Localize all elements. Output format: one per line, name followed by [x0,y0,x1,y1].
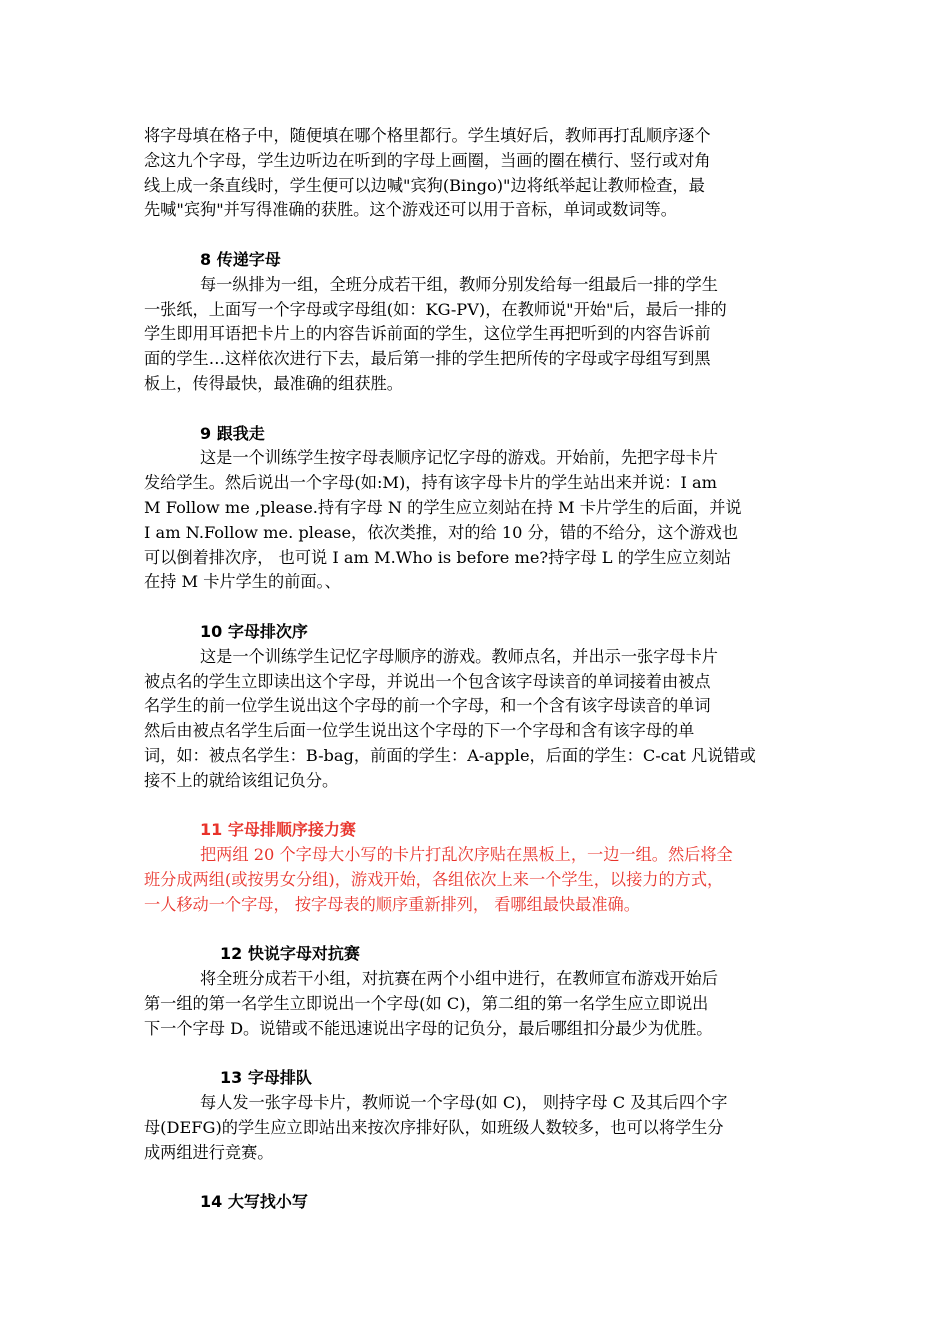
paragraph-line: 在持 M 卡片学生的前面。、 [144,572,341,592]
section-heading: 12 快说字母对抗赛 [220,944,360,964]
paragraph-line: M Follow me ,please.持有字母 N 的学生应立刻站在持 M 卡片学生的后面，并说 [144,497,742,517]
paragraph-line: 然后由被点名学生后面一位学生说出这个字母的下一个字母和含有该字母的单 [144,721,695,741]
section-heading: 9 跟我走 [200,423,265,443]
paragraph-line: 将全班分成若干小组，对抗赛在两个小组中进行，在教师宣布游戏开始后 [200,969,718,989]
paragraph-line: 母(DEFG)的学生应立即站出来按次序排好队，如班级人数较多，也可以将学生分 [144,1117,724,1137]
paragraph-line: I am N.Follow me. please，依次类推，对的给 10 分，错的不给分，这个游戏也 [144,522,739,542]
section-heading: 10 字母排次序 [200,621,308,641]
section-13 [144,1066,812,1165]
paragraph-line: 把两组 20 个字母大小写的卡片打乱次序贴在黑板上，一边一组。然后将全 [200,845,733,865]
section-9 [144,422,812,596]
paragraph-line: 成两组进行竞赛。 [144,1142,274,1162]
paragraph-line: 发给学生。然后说出一个字母(如:M)，持有该字母卡片的学生站出来并说：I am [144,473,718,493]
paragraph-line: 板上，传得最快，最准确的组获胜。 [144,373,403,393]
paragraph-line: 面的学生…这样依次进行下去，最后第一排的学生把所传的字母或字母组写到黑 [144,349,711,369]
section-14 [144,1190,812,1215]
paragraph-line: 学生即用耳语把卡片上的内容告诉前面的学生，这位学生再把听到的内容告诉前 [144,324,711,344]
paragraph-line: 第一组的第一名学生立即说出一个字母(如 C)，第二组的第一名学生应立即说出 [144,993,709,1013]
paragraph-line: 班分成两组(或按男女分组)，游戏开始，各组依次上来一个学生，以接力的方式， [144,869,724,889]
paragraph-line: 这是一个训练学生记忆字母顺序的游戏。教师点名，并出示一张字母卡片 [200,646,718,666]
paragraph-line: 线上成一条直线时，学生便可以边喊"宾狗(Bingo)"边将纸举起让教师检查，最 [144,175,705,195]
paragraph-line: 每人发一张字母卡片，教师说一个字母(如 C)， 则持字母 C 及其后四个字 [200,1093,728,1113]
paragraph-line: 每一纵排为一组，全班分成若干组，教师分别发给每一组最后一排的学生 [200,274,718,294]
intro-paragraph [144,124,812,223]
section-heading: 11 字母排顺序接力赛 [200,820,356,840]
document-page [144,124,812,1215]
section-10 [144,620,812,794]
paragraph-line: 被点名的学生立即读出这个字母，并说出一个包含该字母读音的单词接着由被点 [144,671,711,691]
paragraph-line: 可以倒着排次序， 也可说 I am M.Who is before me?持字母 L 的学生应立刻站 [144,547,732,567]
section-heading: 13 字母排队 [220,1068,312,1088]
paragraph-line: 名学生的前一位学生说出这个字母的前一个字母，和一个含有该字母读音的单词 [144,696,711,716]
section-11 [144,818,812,917]
paragraph-line: 接不上的就给该组记负分。 [144,770,339,790]
section-8 [144,248,812,397]
paragraph-line: 这是一个训练学生按字母表顺序记忆字母的游戏。开始前，先把字母卡片 [200,448,718,468]
paragraph-line: 念这九个字母，学生边听边在听到的字母上画圈，当画的圈在横行、竖行或对角 [144,150,711,170]
paragraph-line: 一张纸，上面写一个字母或字母组(如：KG-PV)，在教师说"开始"后，最后一排的 [144,299,727,319]
paragraph-line: 词，如：被点名学生：B-bag，前面的学生：A-apple，后面的学生：C-cat 凡说错或 [144,745,756,765]
paragraph-line: 将字母填在格子中，随便填在哪个格里都行。学生填好后，教师再打乱顺序逐个 [144,126,711,145]
paragraph-line: 先喊"宾狗"并写得准确的获胜。这个游戏还可以用于音标，单词或数词等。 [144,200,677,220]
paragraph-line: 下一个字母 D。说错或不能迅速说出字母的记负分，最后哪组扣分最少为优胜。 [144,1018,713,1038]
section-heading: 14 大写找小写 [200,1192,308,1212]
section-heading: 8 传递字母 [200,249,281,269]
section-12 [144,942,812,1041]
paragraph-line: 一人移动一个字母， 按字母表的顺序重新排列， 看哪组最快最准确。 [144,894,640,914]
